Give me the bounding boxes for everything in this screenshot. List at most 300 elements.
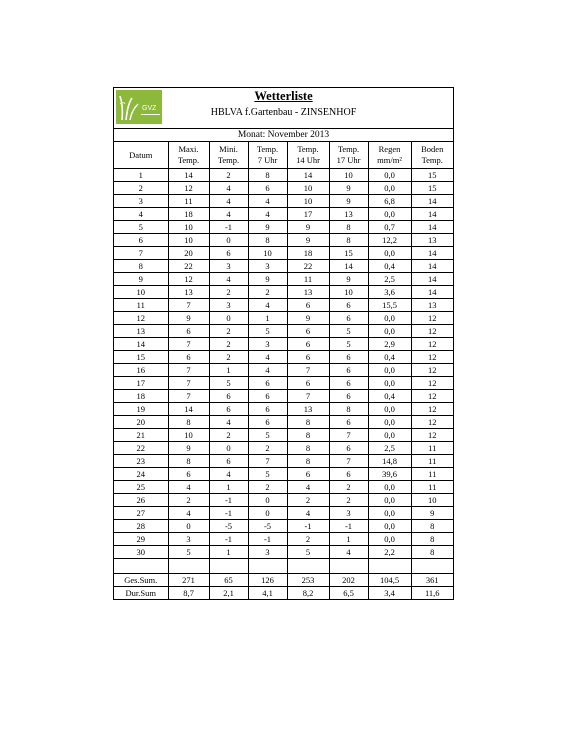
table-cell: 0 <box>248 507 287 520</box>
table-cell: 9 <box>168 312 209 325</box>
table-cell: 4 <box>248 208 287 221</box>
table-cell: 0,0 <box>368 325 411 338</box>
spacer-cell <box>114 559 168 574</box>
table-cell: 5 <box>329 338 368 351</box>
table-cell: 13 <box>287 403 329 416</box>
table-cell: 11 <box>411 455 453 468</box>
table-cell: 10 <box>411 494 453 507</box>
table-row <box>114 507 453 520</box>
table-cell: 3 <box>209 260 248 273</box>
table-cell: 8 <box>248 234 287 247</box>
table-cell: 4 <box>209 208 248 221</box>
table-row <box>114 312 453 325</box>
table-cell: 5 <box>114 221 168 234</box>
table-cell: 7 <box>168 338 209 351</box>
table-cell: 12 <box>411 312 453 325</box>
table-cell: 13 <box>411 234 453 247</box>
total-cell: 8,2 <box>287 587 329 600</box>
total-cell: Ges.Sum. <box>114 574 168 587</box>
total-cell: 6,5 <box>329 587 368 600</box>
table-cell: 12 <box>411 364 453 377</box>
table-cell: 11 <box>411 468 453 481</box>
table-cell: -1 <box>209 507 248 520</box>
table-cell: 8 <box>248 169 287 182</box>
table-cell: 9 <box>411 507 453 520</box>
month-label: Monat: November 2013 <box>114 129 453 142</box>
table-cell: 18 <box>287 247 329 260</box>
table-cell: 18 <box>114 390 168 403</box>
table-cell: 14 <box>287 169 329 182</box>
table-cell: 24 <box>114 468 168 481</box>
table-cell: 2 <box>209 429 248 442</box>
table-row <box>114 221 453 234</box>
total-cell: 4,1 <box>248 587 287 600</box>
total-cell: 3,4 <box>368 587 411 600</box>
table-cell: 13 <box>287 286 329 299</box>
table-cell: 22 <box>114 442 168 455</box>
table-cell: 3 <box>114 195 168 208</box>
table-cell: 0,0 <box>368 403 411 416</box>
table-cell: 5 <box>209 377 248 390</box>
table-row <box>114 338 453 351</box>
table-cell: 0,0 <box>368 208 411 221</box>
table-cell: 2 <box>329 481 368 494</box>
table-cell: 0,7 <box>368 221 411 234</box>
table-cell: 7 <box>329 455 368 468</box>
table-cell: 10 <box>248 247 287 260</box>
table-cell: 7 <box>168 299 209 312</box>
table-cell: 12 <box>411 351 453 364</box>
total-cell: 126 <box>248 574 287 587</box>
table-cell: 6 <box>209 403 248 416</box>
table-cell: 6 <box>287 377 329 390</box>
table-cell: 28 <box>114 520 168 533</box>
table-cell: 4 <box>248 299 287 312</box>
column-header-row <box>114 142 453 169</box>
table-cell: 14 <box>411 286 453 299</box>
table-cell: 2 <box>209 351 248 364</box>
table-cell: 39,6 <box>368 468 411 481</box>
table-cell: 5 <box>248 325 287 338</box>
table-row <box>114 442 453 455</box>
total-cell: 11,6 <box>424 588 440 598</box>
table-cell: 7 <box>248 455 287 468</box>
table-cell: 15 <box>411 182 453 195</box>
table-cell: 4 <box>168 507 209 520</box>
column-header-line1: Maxi. <box>178 144 199 154</box>
table-row <box>114 546 453 559</box>
table-body <box>114 169 453 574</box>
column-header-line2: Temp. <box>217 155 240 165</box>
table-cell: 2 <box>209 286 248 299</box>
table-cell: 5 <box>248 429 287 442</box>
column-header-line2: 14 Uhr <box>296 155 320 165</box>
table-cell: 14 <box>411 273 453 286</box>
column-header-line1: Regen <box>378 144 401 154</box>
average-row <box>114 587 453 600</box>
table-cell: 2 <box>209 169 248 182</box>
table-cell: 0,0 <box>368 494 411 507</box>
table-cell: 20 <box>168 247 209 260</box>
table-cell: 13 <box>329 208 368 221</box>
table-cell: 4 <box>209 468 248 481</box>
table-cell: 6 <box>329 364 368 377</box>
table-cell: -5 <box>248 520 287 533</box>
spacer-cell <box>329 559 368 574</box>
table-cell: 9 <box>114 273 168 286</box>
table-cell: 1 <box>329 533 368 546</box>
column-header-line2: Temp. <box>421 155 443 165</box>
table-cell: 6 <box>168 351 209 364</box>
spacer-cell <box>411 559 453 574</box>
logo-text: GVZ <box>142 105 157 112</box>
table-cell: 4 <box>209 273 248 286</box>
column-header <box>411 142 453 169</box>
column-header-line1: Temp. <box>256 144 279 154</box>
table-cell: 0,0 <box>368 377 411 390</box>
table-cell: 2 <box>248 442 287 455</box>
table-cell: 14 <box>114 338 168 351</box>
table-cell: 8 <box>411 546 453 559</box>
table-cell: 0,0 <box>368 429 411 442</box>
table-cell: 8 <box>287 416 329 429</box>
table-cell: 4 <box>329 546 368 559</box>
table-cell: 7 <box>329 429 368 442</box>
table-cell: 15 <box>114 351 168 364</box>
total-row <box>114 574 453 587</box>
table-cell: 14 <box>411 247 453 260</box>
table-cell: 6 <box>287 325 329 338</box>
table-cell: 10 <box>287 182 329 195</box>
table-cell: 9 <box>287 312 329 325</box>
total-cell: 65 <box>209 574 248 587</box>
table-cell: 27 <box>114 507 168 520</box>
table-cell: 3 <box>248 546 287 559</box>
table-cell: 8 <box>168 455 209 468</box>
table-cell: 7 <box>168 377 209 390</box>
table-cell: 14,8 <box>368 455 411 468</box>
total-cell: 8,7 <box>168 587 209 600</box>
table-cell: 6 <box>329 468 368 481</box>
table-cell: 8 <box>287 455 329 468</box>
table-cell: 10 <box>168 429 209 442</box>
table-cell: 0,0 <box>368 507 411 520</box>
table-cell: 1 <box>209 546 248 559</box>
table-cell: 14 <box>411 195 453 208</box>
table-cell: 6 <box>329 416 368 429</box>
table-row <box>114 455 453 468</box>
table-row <box>114 403 453 416</box>
total-cell: 271 <box>168 574 209 587</box>
table-cell: 9 <box>287 234 329 247</box>
table-cell: 26 <box>114 494 168 507</box>
table-cell: 10 <box>329 286 368 299</box>
table-cell: 9 <box>168 442 209 455</box>
table-cell: 6 <box>168 325 209 338</box>
table-cell: 2,5 <box>368 442 411 455</box>
table-cell: 3 <box>248 338 287 351</box>
table-row <box>114 481 453 494</box>
spacer-cell <box>368 559 411 574</box>
table-cell: 2 <box>248 286 287 299</box>
table-cell: 2,5 <box>368 273 411 286</box>
page-title: Wetterliste <box>254 89 313 103</box>
table-cell: 8 <box>411 520 453 533</box>
table-cell: 14 <box>411 208 453 221</box>
column-header <box>368 142 411 169</box>
table-row <box>114 468 453 481</box>
table-cell: 12 <box>411 377 453 390</box>
table-cell: 4 <box>209 182 248 195</box>
table-cell: 0,0 <box>368 533 411 546</box>
table-row <box>114 299 453 312</box>
column-header-line2: 17 Uhr <box>336 155 361 165</box>
table-cell: 0 <box>209 442 248 455</box>
table-cell: -1 <box>209 494 248 507</box>
table-cell: -1 <box>248 533 287 546</box>
table-cell: 11 <box>287 273 329 286</box>
table-cell: 8 <box>329 234 368 247</box>
table-cell: 11 <box>411 442 453 455</box>
table-cell: 8 <box>287 429 329 442</box>
table-cell: 22 <box>168 260 209 273</box>
column-header-line1: Temp. <box>337 144 360 154</box>
table-cell: 0,0 <box>368 364 411 377</box>
column-header-line1: Mini. <box>219 144 238 154</box>
table-row <box>114 260 453 273</box>
table-row <box>114 208 453 221</box>
table-row <box>114 429 453 442</box>
table-cell: 9 <box>329 195 368 208</box>
table-row <box>114 416 453 429</box>
table-cell: 14 <box>168 403 209 416</box>
table-cell: 12 <box>114 312 168 325</box>
table-cell: 12 <box>411 403 453 416</box>
table-cell: 2,9 <box>368 338 411 351</box>
total-cell: 2,1 <box>209 587 248 600</box>
table-row <box>114 169 453 182</box>
table-cell: 3,6 <box>368 286 411 299</box>
table-row <box>114 364 453 377</box>
table-cell: 9 <box>248 273 287 286</box>
weather-sheet <box>113 87 454 600</box>
table-cell: 12 <box>411 416 453 429</box>
table-cell: 19 <box>114 403 168 416</box>
table-cell: 5 <box>248 468 287 481</box>
table-cell: 7 <box>168 364 209 377</box>
table-cell: 7 <box>168 390 209 403</box>
table-cell: 3 <box>329 507 368 520</box>
column-header <box>168 142 209 169</box>
table-row <box>114 351 453 364</box>
table-cell: 1 <box>114 169 168 182</box>
table-cell: 4 <box>248 195 287 208</box>
table-cell: 0,0 <box>368 520 411 533</box>
table-cell: 13 <box>168 286 209 299</box>
table-cell: 4 <box>287 507 329 520</box>
table-cell: 0,0 <box>368 169 411 182</box>
table-cell: 10 <box>329 169 368 182</box>
table-cell: 20 <box>114 416 168 429</box>
table-cell: 6 <box>209 455 248 468</box>
table-cell: 2 <box>329 494 368 507</box>
table-row <box>114 377 453 390</box>
table-cell: 0 <box>248 494 287 507</box>
spacer-row <box>114 559 453 574</box>
spacer-cell <box>209 559 248 574</box>
table-cell: -1 <box>329 520 368 533</box>
table-cell: 18 <box>168 208 209 221</box>
table-cell: 3 <box>248 260 287 273</box>
table-cell: 12,2 <box>368 234 411 247</box>
table-cell: 6 <box>329 442 368 455</box>
table-cell: 6 <box>329 312 368 325</box>
table-cell: 4 <box>209 195 248 208</box>
table-cell: 14 <box>411 260 453 273</box>
table-cell: 0 <box>168 520 209 533</box>
table-cell: 9 <box>329 182 368 195</box>
table-cell: 25 <box>114 481 168 494</box>
column-header <box>209 142 248 169</box>
table-cell: 16 <box>114 364 168 377</box>
table-cell: 12 <box>411 325 453 338</box>
table-cell: 6 <box>287 468 329 481</box>
table-cell: 1 <box>209 481 248 494</box>
table-cell: 3 <box>209 299 248 312</box>
table-cell: 22 <box>287 260 329 273</box>
table-cell: 11 <box>411 481 453 494</box>
table-cell: 6 <box>248 403 287 416</box>
table-cell: 8 <box>329 221 368 234</box>
table-cell: -1 <box>209 221 248 234</box>
table-cell: 7 <box>287 390 329 403</box>
table-cell: 0,4 <box>368 260 411 273</box>
table-cell: 4 <box>287 481 329 494</box>
table-cell: 5 <box>168 546 209 559</box>
table-cell: 0,4 <box>368 390 411 403</box>
table-cell: 23 <box>114 455 168 468</box>
table-cell: 4 <box>114 208 168 221</box>
table-row <box>114 494 453 507</box>
table-cell: 1 <box>209 364 248 377</box>
total-cell: 361 <box>411 574 453 587</box>
table-cell: 12 <box>411 338 453 351</box>
table-cell: 10 <box>168 234 209 247</box>
school-name: HBLVA f.Gartenbau - ZINSENHOF <box>210 107 357 118</box>
table-cell: 30 <box>114 546 168 559</box>
table-cell: 10 <box>168 221 209 234</box>
table-cell: 21 <box>114 429 168 442</box>
table-cell: 8 <box>287 442 329 455</box>
table-cell: 0,0 <box>368 312 411 325</box>
table-cell: 2 <box>209 338 248 351</box>
table-cell: 0,0 <box>368 481 411 494</box>
table-cell: 10 <box>114 286 168 299</box>
table-row <box>114 390 453 403</box>
table-cell: -1 <box>209 533 248 546</box>
table-cell: 17 <box>287 208 329 221</box>
table-cell: 2,2 <box>368 546 411 559</box>
table-cell: 6 <box>287 338 329 351</box>
table-row <box>114 325 453 338</box>
total-cell: 202 <box>329 574 368 587</box>
table-cell: 6 <box>329 299 368 312</box>
table-cell: 4 <box>248 364 287 377</box>
table-cell: 0,0 <box>368 182 411 195</box>
table-cell: 8 <box>168 416 209 429</box>
table-cell: 6 <box>248 377 287 390</box>
table-cell: 12 <box>411 429 453 442</box>
table-cell: 6,8 <box>368 195 411 208</box>
column-header <box>329 142 368 169</box>
table-cell: 6 <box>248 182 287 195</box>
spacer-cell <box>248 559 287 574</box>
spacer-cell <box>287 559 329 574</box>
table-cell: 8 <box>114 260 168 273</box>
table-row <box>114 520 453 533</box>
table-cell: 2 <box>209 325 248 338</box>
table-cell: 14 <box>329 260 368 273</box>
table-cell: 6 <box>287 299 329 312</box>
table-cell: 12 <box>411 390 453 403</box>
table-cell: 5 <box>329 325 368 338</box>
table-cell: 2 <box>168 494 209 507</box>
table-cell: 6 <box>114 234 168 247</box>
table-cell: 0,4 <box>368 351 411 364</box>
table-cell: 15,5 <box>368 299 411 312</box>
table-cell: -1 <box>287 520 329 533</box>
table-cell: 7 <box>287 364 329 377</box>
table-cell: 2 <box>248 481 287 494</box>
table-cell: 6 <box>287 351 329 364</box>
table-cell: 6 <box>248 416 287 429</box>
table-cell: 4 <box>209 416 248 429</box>
column-header-line1: Temp. <box>297 144 319 154</box>
table-cell: 11 <box>114 299 168 312</box>
sheet-header <box>114 88 453 129</box>
column-header <box>114 142 168 169</box>
column-header-line1: Datum <box>129 149 153 160</box>
table-cell: 4 <box>168 481 209 494</box>
table-cell: 7 <box>114 247 168 260</box>
table-row <box>114 247 453 260</box>
total-cell: Dur.Sum <box>114 587 168 600</box>
table-cell: 3 <box>168 533 209 546</box>
table-cell: 17 <box>114 377 168 390</box>
table-cell: 11 <box>168 195 209 208</box>
table-cell: 0,0 <box>368 247 411 260</box>
column-header-line1: Boden <box>421 144 444 154</box>
weather-table <box>114 142 453 599</box>
table-row <box>114 273 453 286</box>
table-cell: 0,0 <box>368 416 411 429</box>
table-row <box>114 234 453 247</box>
table-totals <box>114 574 453 600</box>
column-header-line2: 7 Uhr <box>257 155 278 165</box>
table-cell: 14 <box>411 221 453 234</box>
table-row <box>114 533 453 546</box>
table-row <box>114 182 453 195</box>
table-cell: 10 <box>287 195 329 208</box>
table-cell: 9 <box>287 221 329 234</box>
table-cell: 0 <box>209 234 248 247</box>
table-cell: 29 <box>114 533 168 546</box>
table-cell: 9 <box>248 221 287 234</box>
table-cell: -5 <box>209 520 248 533</box>
table-cell: 9 <box>329 273 368 286</box>
table-row <box>114 286 453 299</box>
spacer-cell <box>168 559 209 574</box>
